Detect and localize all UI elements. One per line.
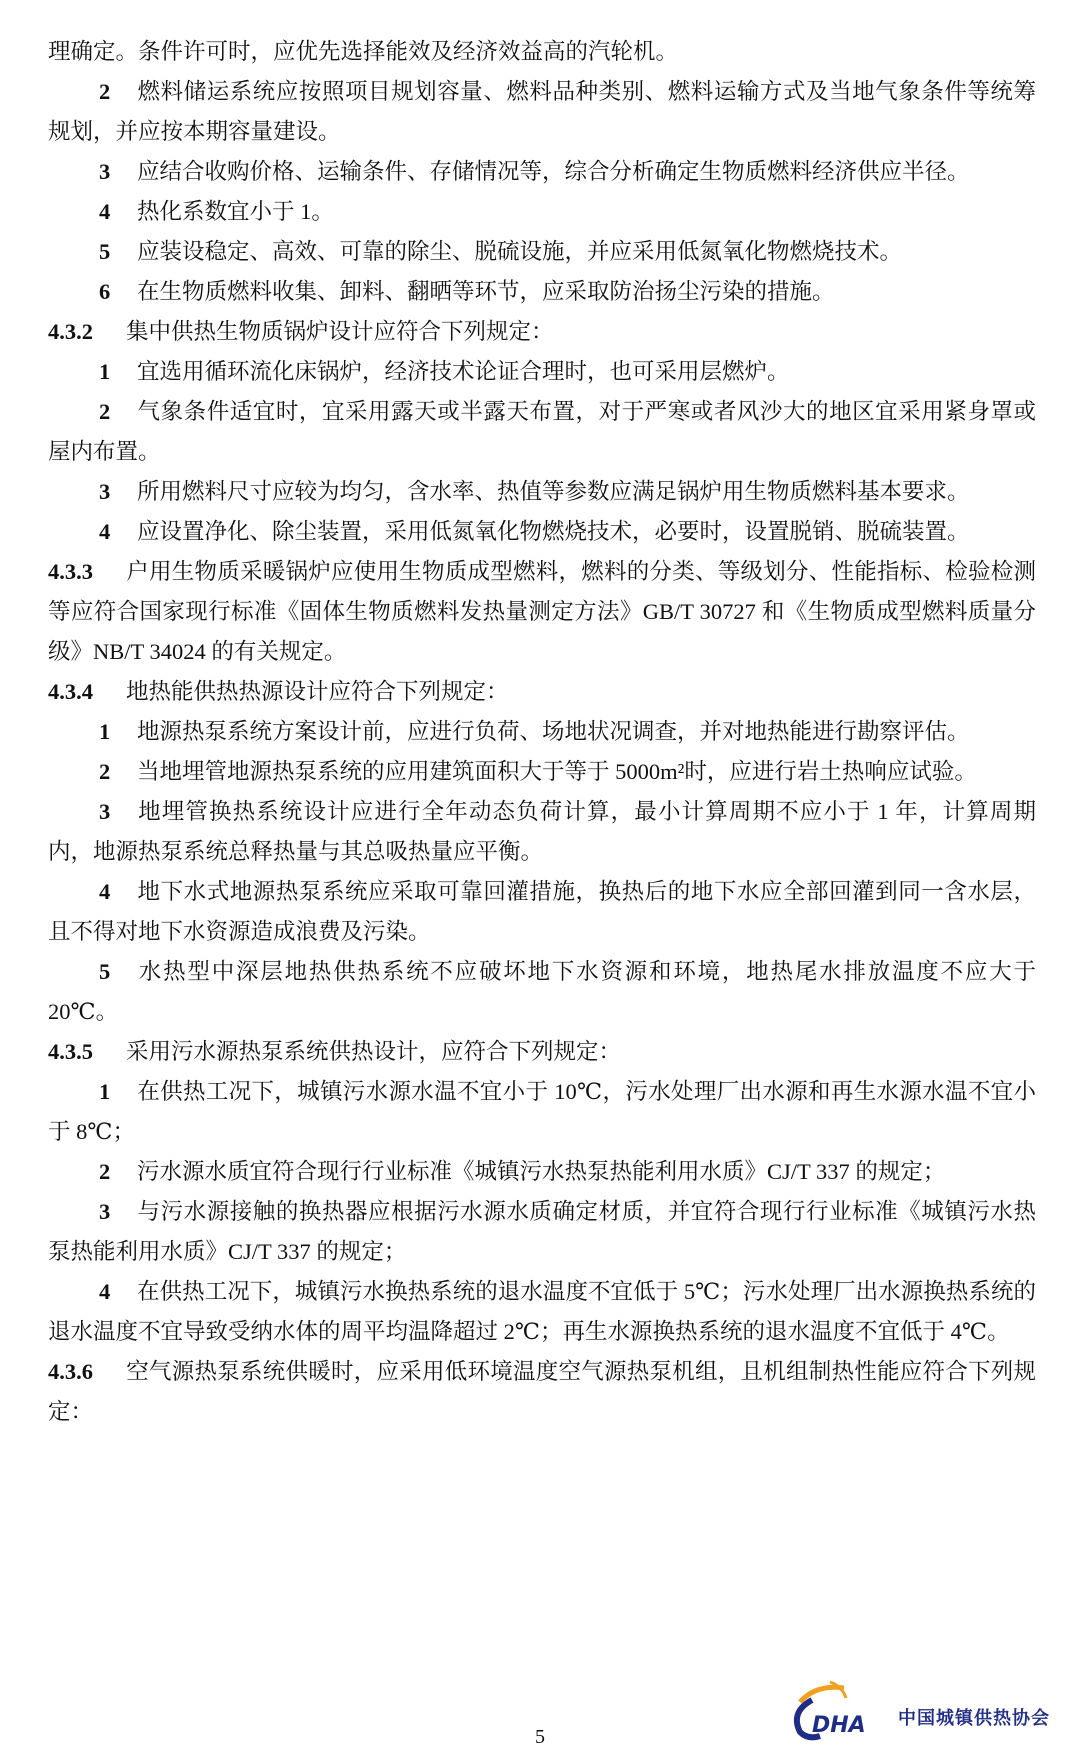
paragraph-text: 集中供热生物质锅炉设计应符合下列规定：: [126, 319, 554, 344]
item-number: 3: [99, 159, 111, 184]
item-number: 2: [99, 759, 111, 784]
clause-number: 4.3.3: [48, 559, 93, 584]
list-item: [48, 752, 1036, 792]
list-item: [48, 1192, 1036, 1272]
paragraph-text: 地源热泵系统方案设计前，应进行负荷、场地状况调查，并对地热能进行勘察评估。: [137, 719, 970, 744]
paragraph: [48, 32, 1036, 72]
list-item: [48, 232, 1036, 272]
item-number: 4: [99, 199, 111, 224]
paragraph-text: 空气源热泵系统供暖时，应采用低环境温度空气源热泵机组，且机组制热性能应符合下列规定：: [48, 1359, 1036, 1424]
list-item: [48, 352, 1036, 392]
list-item: [48, 952, 1036, 1032]
clause-paragraph: [48, 672, 1036, 712]
item-number: 5: [99, 959, 111, 984]
paragraph-text: 理确定。条件许可时，应优先选择能效及经济效益高的汽轮机。: [48, 39, 679, 64]
item-number: 3: [99, 479, 111, 504]
list-item: [48, 472, 1036, 512]
paragraph-text: 地下水式地源热泵系统应采取可靠回灌措施，换热后的地下水应全部回灌到同一含水层，且不得对地下水资源造成浪费及污染。: [48, 879, 1036, 944]
paragraph-text: 应结合收购价格、运输条件、存储情况等，综合分析确定生物质燃料经济供应半径。: [137, 159, 970, 184]
paragraph-text: 当地埋管地源热泵系统的应用建筑面积大于等于 5000m²时，应进行岩土热响应试验。: [137, 759, 977, 784]
list-item: [48, 872, 1036, 952]
association-logo: [786, 1680, 1076, 1744]
item-number: 4: [99, 1279, 111, 1304]
paragraph-text: 户用生物质采暖锅炉应使用生物质成型燃料，燃料的分类、等级划分、性能指标、检验检测等应符合国家现行标准《固体生物质燃料发热量测定方法》GB/T 30727 和《生物质成型燃料质量分级》NB/T 34024 的有关规定。: [48, 559, 1036, 664]
list-item: [48, 272, 1036, 312]
item-number: 5: [99, 239, 111, 264]
clause-number: 4.3.2: [48, 319, 93, 344]
list-item: [48, 192, 1036, 232]
paragraph-text: 气象条件适宜时，宜采用露天或半露天布置，对于严寒或者风沙大的地区宜采用紧身罩或屋内布置。: [48, 399, 1036, 464]
svg-text:DHA: DHA: [812, 1713, 866, 1738]
list-item: [48, 1152, 1036, 1192]
paragraph-text: 所用燃料尺寸应较为均匀，含水率、热值等参数应满足锅炉用生物质燃料基本要求。: [137, 479, 970, 504]
list-item: [48, 1272, 1036, 1352]
list-item: [48, 792, 1036, 872]
item-number: 1: [99, 359, 111, 384]
list-item: [48, 512, 1036, 552]
clause-paragraph: [48, 1032, 1036, 1072]
clause-number: 4.3.4: [48, 679, 93, 704]
paragraph-text: 在供热工况下，城镇污水源水温不宜小于 10℃，污水处理厂出水源和再生水源水温不宜小于 8℃；: [48, 1079, 1036, 1144]
clause-number: 4.3.6: [48, 1359, 93, 1384]
item-number: 2: [99, 399, 111, 424]
clause-number: 4.3.5: [48, 1039, 93, 1064]
list-item: [48, 712, 1036, 752]
clause-paragraph: [48, 552, 1036, 672]
paragraph-text: 应装设稳定、高效、可靠的除尘、脱硫设施，并应采用低氮氧化物燃烧技术。: [137, 239, 903, 264]
paragraph-text: 在供热工况下，城镇污水换热系统的退水温度不宜低于 5℃；污水处理厂出水源换热系统的退水温度不宜导致受纳水体的周平均温降超过 2℃；再生水源换热系统的退水温度不宜低于 4℃。: [48, 1279, 1036, 1344]
item-number: 6: [99, 279, 111, 304]
association-name: 中国城镇供热协会: [898, 1708, 1050, 1729]
item-number: 3: [99, 799, 111, 824]
paragraph-text: 燃料储运系统应按照项目规划容量、燃料品种类别、燃料运输方式及当地气象条件等统筹规划，并应按本期容量建设。: [48, 79, 1036, 144]
item-number: 2: [99, 1159, 111, 1184]
clause-paragraph: [48, 312, 1036, 352]
clause-paragraph: [48, 1352, 1036, 1432]
paragraph-text: 地热能供热热源设计应符合下列规定：: [126, 679, 509, 704]
list-item: [48, 152, 1036, 192]
paragraph-text: 应设置净化、除尘装置，采用低氮氧化物燃烧技术，必要时，设置脱销、脱硫装置。: [137, 519, 970, 544]
item-number: 2: [99, 79, 111, 104]
paragraph-text: 地埋管换热系统设计应进行全年动态负荷计算，最小计算周期不应小于 1 年，计算周期内，地源热泵系统总释热量与其总吸热量应平衡。: [48, 799, 1036, 864]
list-item: [48, 72, 1036, 152]
item-number: 4: [99, 879, 111, 904]
paragraph-text: 污水源水质宜符合现行行业标准《城镇污水热泵热能利用水质》CJ/T 337 的规定；: [137, 1159, 946, 1184]
page-number: 5: [535, 1726, 545, 1748]
paragraph-text: 热化系数宜小于 1。: [137, 199, 334, 224]
list-item: [48, 392, 1036, 472]
list-item: [48, 1072, 1036, 1152]
paragraph-text: 水热型中深层地热供热系统不应破坏地下水资源和环境，地热尾水排放温度不应大于 20℃。: [48, 959, 1036, 1024]
item-number: 3: [99, 1199, 111, 1224]
paragraph-text: 与污水源接触的换热器应根据污水源水质确定材质，并宜符合现行行业标准《城镇污水热泵热能利用水质》CJ/T 337 的规定；: [48, 1199, 1036, 1264]
paragraph-text: 采用污水源热泵系统供热设计，应符合下列规定：: [126, 1039, 622, 1064]
item-number: 1: [99, 719, 111, 744]
item-number: 1: [99, 1079, 111, 1104]
item-number: 4: [99, 519, 111, 544]
cdha-logo-icon: [786, 1680, 896, 1744]
paragraph-text: 宜选用循环流化床锅炉，经济技术论证合理时，也可采用层燃炉。: [137, 359, 790, 384]
document-body: [48, 32, 1036, 1432]
paragraph-text: 在生物质燃料收集、卸料、翻晒等环节，应采取防治扬尘污染的措施。: [137, 279, 835, 304]
